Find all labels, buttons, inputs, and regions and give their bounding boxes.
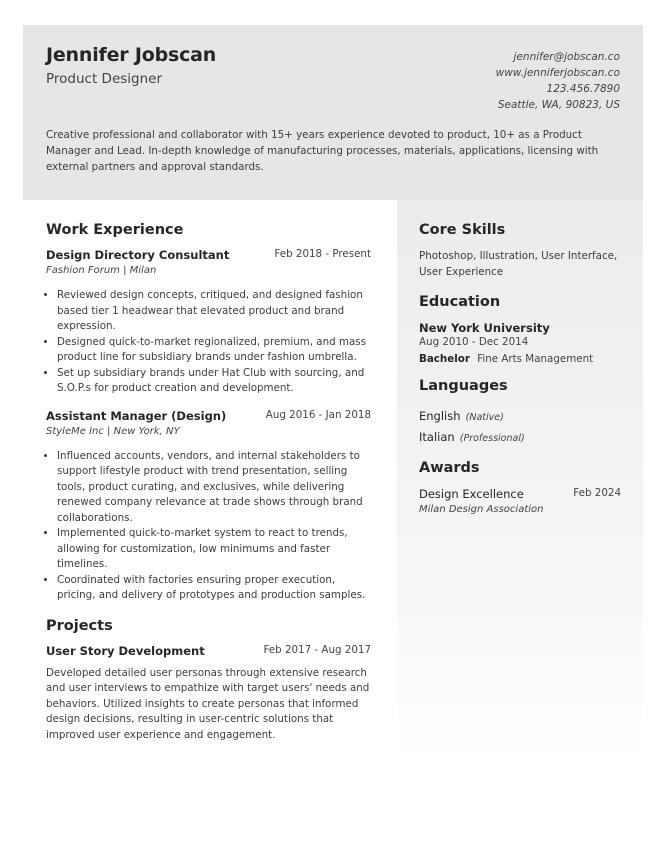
award-entry [419, 487, 621, 503]
side-column [419, 222, 621, 515]
core-skills-heading: Core Skills [419, 222, 506, 238]
bullet-item: • Influenced accounts, vendors, and internal stakeholders to support lifestyle product with trend presentation, selling tools, product curating, and exclusives, while delivering renewed company relevance at trade shows through brand collaborations. [57, 449, 371, 527]
project-description: Developed detailed user personas through extensive research and user interviews to empathize with target users' needs and behaviors. Utilized insights to create personas that informed design decisions, resulting in user-centric solutions that improved user experience and engagement. [46, 666, 370, 741]
school-dates: Aug 2010 - Dec 2014 [419, 336, 529, 348]
candidate-name: Jennifer Jobscan [46, 44, 217, 66]
projects-heading: Projects [46, 617, 113, 634]
award-date: Feb 2024 [573, 487, 621, 499]
language-name: Italian [419, 430, 455, 444]
education-heading: Education [419, 294, 501, 310]
professional-summary: Creative professional and collaborator with 15+ years experience devoted to product, 10+ as a Product Manager and Lead. In-depth knowledge of manufacturing processes, materials, applications, licensing with external partners and approval standards. [46, 129, 599, 173]
job-title: Assistant Manager (Design) [46, 408, 227, 423]
main-column [46, 222, 371, 743]
school-name: New York University [419, 321, 550, 335]
job-title: Design Directory Consultant [46, 248, 230, 262]
contact-email[interactable]: jennifer@jobscan.co [513, 51, 620, 63]
language-name: English [419, 409, 461, 423]
contact-phone: 123.456.7890 [546, 83, 620, 95]
language-item [419, 426, 621, 445]
job-entry [46, 409, 371, 604]
degree-type: Bachelor [419, 353, 470, 365]
award-organization: Milan Design Association [419, 504, 544, 515]
core-skills-list: Photoshop, Illustration, User Interface, User Experience [419, 250, 618, 278]
job-dates: Aug 2016 - Jan 2018 [265, 408, 371, 421]
resume-header [23, 25, 643, 200]
project-dates: Feb 2017 - Aug 2017 [263, 643, 371, 656]
languages-heading: Languages [419, 378, 508, 394]
bullet-item: • Designed quick-to-market regionalized, premium, and mass product line for subsidiary brands under fashion umbrella. [57, 335, 371, 366]
job-bullets [46, 449, 371, 604]
project-entry [46, 644, 371, 744]
language-level: (Native) [465, 412, 504, 423]
job-bullets [46, 288, 371, 397]
bullet-item: • Implemented quick-to-market system to react to trends, allowing for customization, low minimums and faster timelines. [57, 526, 371, 573]
bullet-item: • Set up subsidiary brands under Hat Club with sourcing, and S.O.P.s for product creation and development. [57, 366, 371, 397]
language-level: (Professional) [459, 433, 525, 444]
work-experience-heading: Work Experience [46, 222, 184, 238]
contact-website[interactable]: www.jenniferjobscan.co [495, 67, 620, 79]
bullet-item: • Coordinated with factories ensuring proper execution, pricing, and delivery of prototypes and production samples. [57, 573, 371, 604]
awards-heading: Awards [419, 460, 480, 476]
contact-block [496, 49, 620, 113]
contact-location: Seattle, WA, 90823, US [497, 99, 620, 111]
award-title: Design Excellence [419, 487, 524, 501]
job-company: Fashion Forum | Milan [46, 265, 157, 276]
project-title: User Story Development [46, 643, 205, 658]
job-company: StyleMe Inc | New York, NY [46, 425, 180, 437]
job-entry [46, 248, 371, 397]
language-item [419, 405, 621, 424]
job-dates: Feb 2018 - Present [274, 248, 371, 260]
degree-line [419, 353, 621, 365]
candidate-title: Product Designer [46, 71, 163, 87]
bullet-item: • Reviewed design concepts, critiqued, and designed fashion based tier 1 headwear that elevated product and brand expression. [57, 288, 371, 335]
degree-field: Fine Arts Management [477, 353, 594, 365]
